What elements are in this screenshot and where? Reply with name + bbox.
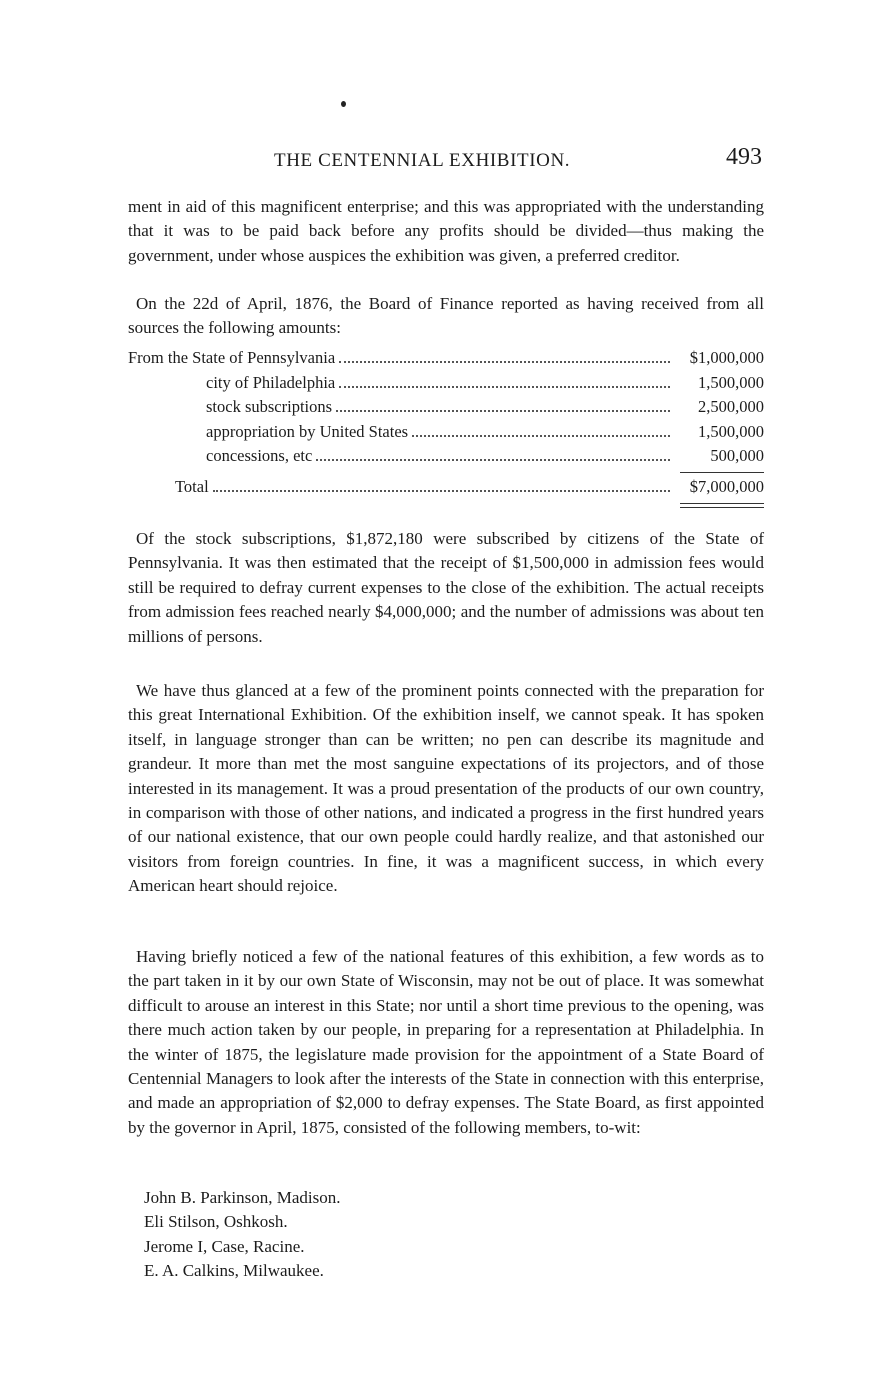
finance-ledger [128,348,764,501]
leader-dots [339,361,670,363]
paragraph-wisconsin: Having briefly noticed a few of the national features of this exhibition, a few words as to the part taken in it by our own State of Wisconsin, may not be out of place. It was somewhat difficult to arouse an interest in this State; nor until a short time previous to the opening, was there much action taken by our people, in preparing for a representation at Philadelphia. In the winter of 1875, the legislature made provision for the appointment of a State Board of Centennial Managers to look after the interests of the State in connection with this enterprise, and made an appropriation of $2,000 to defray expenses. The State Board, as first appointed by the governor in April, 1875, consisted of the following members, to-wit: [128,947,764,1137]
ledger-label: stock subscriptions [206,397,333,416]
ledger-row [128,446,764,471]
page-number: 493 [726,144,762,170]
leader-dots [412,435,670,437]
ledger-label: city of Philadelphia [206,372,336,392]
leader-dots [336,410,670,412]
leader-dots [213,490,670,492]
ledger-row [128,348,764,373]
print-speck [341,101,346,107]
ledger-row [128,422,764,447]
leader-dots [339,386,670,388]
member-name: John B. Parkinson, Madison. [144,1188,341,1207]
member-name: E. A. Calkins, Milwaukee. [144,1261,324,1281]
ledger-label: appropriation by United States [206,421,409,441]
ledger-amount: 500,000 [710,446,764,465]
running-title: THE CENTENNIAL EXHIBITION. [274,150,571,171]
ledger-total-amount: $7,000,000 [689,476,764,496]
ledger-row [128,373,764,398]
page-header [128,146,764,176]
total-double-rule [680,507,764,508]
total-double-rule [680,503,764,504]
ledger-total-row [128,477,764,502]
ledger-label: From the State of Pennsylvania [128,348,336,367]
leader-dots [316,459,670,461]
board-members-list [144,1186,340,1284]
ledger-row [128,397,764,422]
member-name: Eli Stilson, Oshkosh. [144,1212,288,1232]
ledger-total-label: Total [175,476,209,496]
ledger-amount: 2,500,000 [698,397,764,416]
paragraph-board-of-finance: On the 22d of April, 1876, the Board of Finance reported as having received from all sources the following amounts: [128,294,764,338]
paragraph-stock-subscriptions: Of the stock subscriptions, $1,872,180 were subscribed by citizens of the State of Pennsylvania. It was then estimated that the receipt of $1,500,000 in admission fees would still be required to defray current expenses to the close of the exhibition. The actual receipts from admission fees reached nearly $4,000,000; and the number of admissions was about ten millions of persons. [128,529,764,646]
member-name: Jerome I, Case, Racine. [144,1236,305,1256]
ledger-amount: $1,000,000 [689,348,764,367]
sum-rule [680,472,764,473]
ledger-label: concessions, etc [206,446,313,465]
paragraph-appropriation: ment in aid of this magnificent enterprise; and this was appropriated with the understanding that it was to be paid back before any profits should be divided—thus making the government, under whose auspices the exhibition was given, a preferred creditor. [128,197,764,265]
paragraph-exhibition-review: We have thus glanced at a few of the prominent points connected with the preparation for this great International Exhibition. Of the exhibition inself, we cannot speak. It has spoken itself, in language stronger than can be written; no pen can describe its magnitude and grandeur. It more than met the most sanguine expectations of its projectors, and of those interested in its management. It was a proud presentation of the products of our own country, in comparison with those of other nations, and indicated a progress in the first hundred years of our national existence, that our own people could hardly realize, and that astonished our visitors from foreign countries. In fine, it was a magnificent success, in which every American heart should rejoice. [128,681,764,896]
ledger-amount: 1,500,000 [698,421,764,441]
ledger-amount: 1,500,000 [698,372,764,392]
